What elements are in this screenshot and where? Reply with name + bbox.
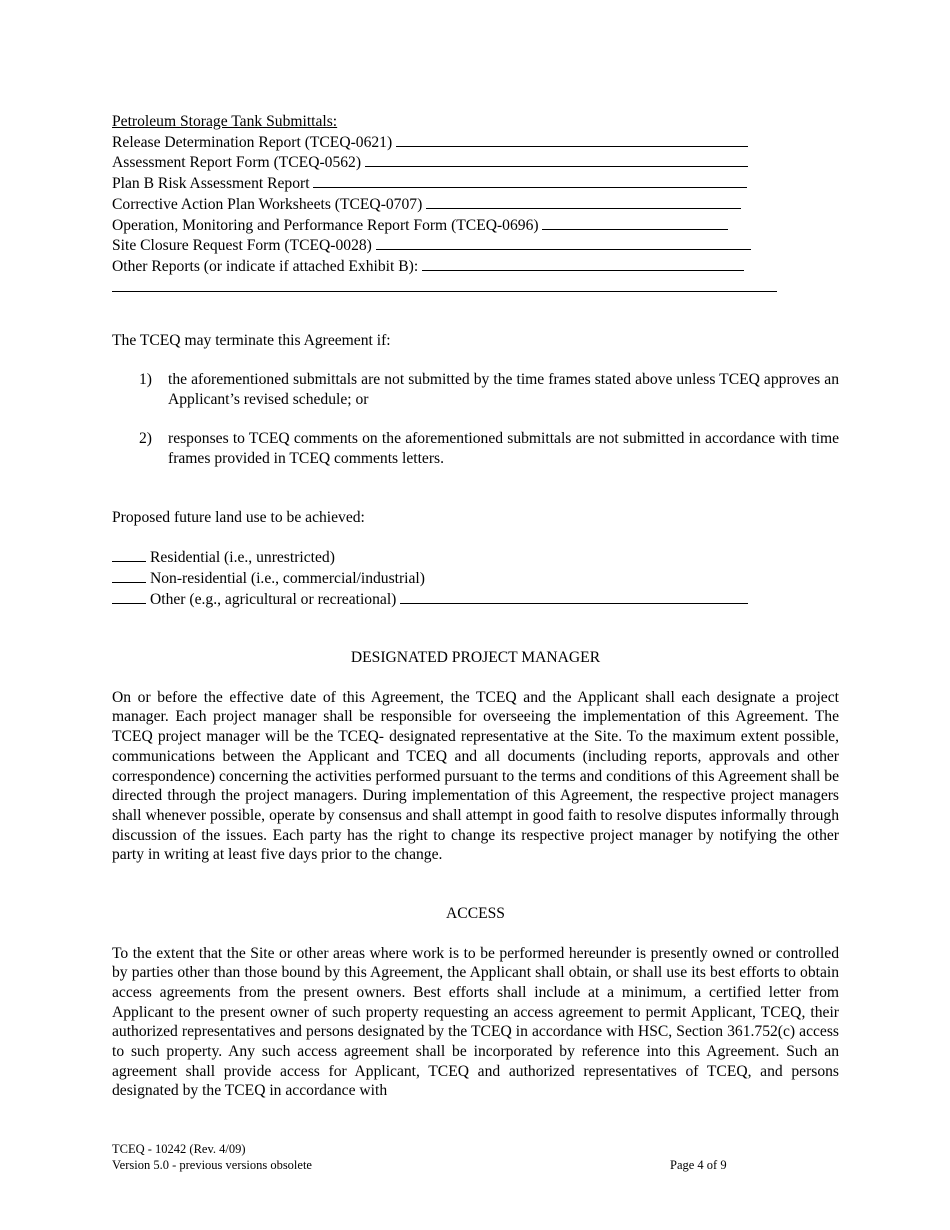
- list-item-number: 1): [139, 371, 152, 389]
- pst-other-continuation-blank[interactable]: [112, 277, 777, 292]
- footer-page-number: Page 4 of 9: [670, 1158, 727, 1172]
- pst-item-release: [112, 132, 839, 153]
- access-body: To the extent that the Site or other areas where work is to be performed hereunder is presently owned or controlled by parties other than those bound by this Agreement, the Applicant shall obtain, or shall use its best efforts to obtain access agreements from the present owners. Best efforts shall include at a minimum, a certified letter from Applicant to the present owner of such property requesting an access agreement to permit Applicant, TCEQ, their authorized representatives and persons designated by the TCEQ in accordance with HSC, Section 361.752(c) access to such property. Any such access agreement shall be incorporated by reference into this Agreement. Such an agreement shall provide access for Applicant, TCEQ and authorized representatives of TCEQ, and persons designated by the TCEQ in accordance with: [112, 944, 839, 1100]
- pst-item-planb: [112, 173, 839, 194]
- footer-form-id: TCEQ - 10242 (Rev. 4/09): [112, 1142, 246, 1156]
- list-item-text: the aforementioned submittals are not submitted by the time frames stated above unless TCEQ approves an Applicant’s revised schedule; or: [168, 371, 839, 408]
- land-use-option-label: Residential (i.e., unrestricted): [150, 549, 335, 567]
- pst-item-assessment: [112, 152, 839, 173]
- pst-item-blank[interactable]: [426, 194, 741, 209]
- page-footer: [112, 1141, 839, 1173]
- termination-list: [112, 370, 839, 469]
- pst-item-label: Other Reports (or indicate if attached Exhibit B):: [112, 257, 419, 275]
- pst-item-operation: [112, 215, 839, 236]
- pst-item-label: Release Determination Report (TCEQ-0621): [112, 133, 393, 151]
- pst-item-label: Plan B Risk Assessment Report: [112, 175, 310, 193]
- land-use-option-label: Non-residential (i.e., commercial/industrial): [150, 569, 425, 587]
- project-manager-heading: DESIGNATED PROJECT MANAGER: [350, 649, 601, 667]
- document-page: [112, 112, 839, 1101]
- checkbox-blank[interactable]: [112, 589, 146, 604]
- list-item: [112, 429, 839, 468]
- pst-item-corrective: [112, 194, 839, 215]
- pst-item-blank[interactable]: [376, 235, 751, 250]
- checkbox-blank[interactable]: [112, 568, 146, 583]
- pst-item-closure: [112, 235, 839, 256]
- pst-item-label: Operation, Monitoring and Performance Report Form (TCEQ-0696): [112, 216, 539, 234]
- land-use-other-blank[interactable]: [400, 589, 748, 604]
- pst-item-blank[interactable]: [542, 215, 728, 230]
- project-manager-body: On or before the effective date of this Agreement, the TCEQ and the Applicant shall each designate a project manager. Each project manager shall be responsible for overseeing the implementation of this Agreement. The TCEQ project manager will be the TCEQ- designated representative at the Site. To the maximum extent possible, communications between the Applicant and TCEQ and all documents (including reports, approvals and other correspondence) concerning the activities performed pursuant to the terms and conditions of this Agreement shall be directed through the project managers. During implementation of this Agreement, the respective project managers shall whenever possible, operate by consensus and shall attempt in good faith to resolve disputes informally through discussion of the issues. Each party has the right to change its respective project manager by notifying the other party in writing at least five days prior to the change.: [112, 688, 839, 864]
- pst-item-label: Assessment Report Form (TCEQ-0562): [112, 154, 362, 172]
- access-heading: ACCESS: [446, 905, 505, 923]
- land-use-option-nonresidential: [112, 568, 839, 589]
- pst-item-blank[interactable]: [396, 132, 748, 147]
- pst-item-label: Site Closure Request Form (TCEQ-0028): [112, 237, 372, 255]
- footer-version: Version 5.0 - previous versions obsolete: [112, 1158, 312, 1172]
- list-item-number: 2): [139, 430, 152, 448]
- termination-intro: The TCEQ may terminate this Agreement if:: [112, 331, 391, 349]
- pst-item-label: Corrective Action Plan Worksheets (TCEQ-0707): [112, 195, 423, 213]
- land-use-intro: Proposed future land use to be achieved:: [112, 508, 365, 526]
- pst-item-blank[interactable]: [422, 256, 744, 271]
- list-item: [112, 370, 839, 409]
- list-item-text: responses to TCEQ comments on the aforementioned submittals are not submitted in accordance with time frames provided in TCEQ comments letters.: [168, 430, 839, 467]
- land-use-option-other: [112, 589, 839, 610]
- pst-item-other: [112, 256, 839, 277]
- land-use-option-label: Other (e.g., agricultural or recreational): [150, 590, 397, 608]
- land-use-option-residential: [112, 547, 839, 568]
- checkbox-blank[interactable]: [112, 547, 146, 562]
- pst-item-blank[interactable]: [365, 152, 748, 167]
- pst-heading: Petroleum Storage Tank Submittals:: [112, 113, 338, 130]
- pst-item-blank[interactable]: [313, 173, 747, 188]
